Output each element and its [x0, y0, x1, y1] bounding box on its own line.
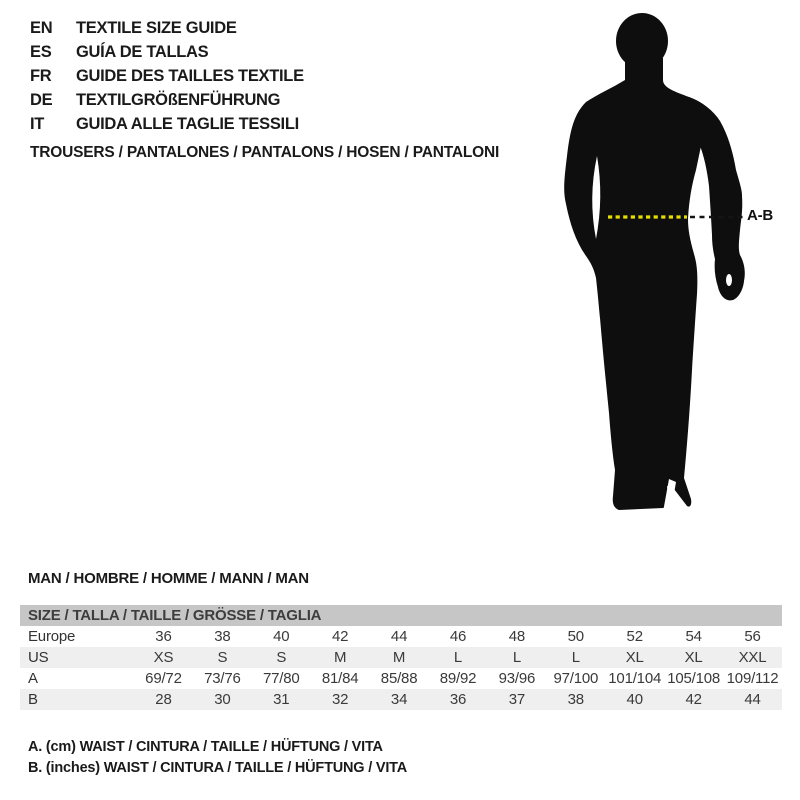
table-cell: 50: [567, 628, 584, 645]
table-cell: XL: [684, 649, 703, 666]
language-label: GUÍA DE TALLAS: [76, 43, 209, 61]
table-cell: M: [334, 649, 347, 666]
language-row-es: [30, 40, 304, 64]
size-table: [20, 605, 782, 710]
table-cell: 89/92: [439, 670, 477, 687]
table-cell: 93/96: [498, 670, 536, 687]
language-label: TEXTILGRÖßENFÜHRUNG: [76, 91, 281, 109]
table-row-a-cm: [20, 668, 782, 689]
table-cell: 56: [744, 628, 761, 645]
table-row-b-inches: [20, 689, 782, 710]
table-cell: L: [453, 649, 463, 666]
language-row-it: [30, 112, 304, 136]
row-label: Europe: [28, 628, 76, 645]
table-cell: 81/84: [321, 670, 359, 687]
table-cell: 44: [390, 628, 408, 645]
row-label: B: [28, 691, 38, 708]
language-row-en: [30, 16, 304, 40]
table-cell: 32: [332, 691, 349, 708]
waist-measure-label: A-B: [747, 207, 774, 224]
table-cell: 36: [155, 628, 172, 645]
table-cell: 101/104: [608, 670, 662, 687]
table-cell: 85/88: [380, 670, 418, 687]
table-cell: 36: [449, 691, 467, 708]
size-table-header: SIZE / TALLA / TAILLE / GRÖSSE / TAGLIA: [20, 605, 782, 626]
table-row-europe: [20, 626, 782, 647]
table-cell: 46: [449, 628, 467, 645]
table-cell: XL: [625, 649, 644, 666]
table-cell: 105/108: [667, 670, 721, 687]
table-row-us: [20, 647, 782, 668]
table-cell: 40: [626, 691, 643, 708]
language-label: GUIDA ALLE TAGLIE TESSILI: [76, 115, 299, 133]
language-code: ES: [30, 43, 52, 61]
table-cell: 48: [508, 628, 526, 645]
table-cell: XS: [153, 649, 174, 666]
table-cell: 40: [273, 628, 290, 645]
table-cell: 38: [567, 691, 584, 708]
table-cell: 30: [214, 691, 231, 708]
language-label: GUIDE DES TAILLES TEXTILE: [76, 67, 304, 85]
table-cell: 109/112: [726, 670, 779, 687]
language-code: IT: [30, 115, 45, 133]
footnote-a: A. (cm) WAIST / CINTURA / TAILLE / HÜFTUNG / VITA: [28, 739, 383, 755]
table-cell: 28: [155, 691, 172, 708]
language-code: EN: [30, 19, 53, 37]
table-cell: 44: [744, 691, 761, 708]
table-cell: S: [276, 649, 287, 666]
language-code: DE: [30, 91, 53, 109]
table-cell: S: [217, 649, 228, 666]
language-label: TEXTILE SIZE GUIDE: [76, 19, 237, 37]
table-cell: L: [571, 649, 580, 666]
language-code: FR: [30, 67, 52, 85]
row-label: A: [28, 670, 38, 687]
table-cell: XXL: [738, 649, 767, 666]
table-cell: 73/76: [204, 670, 241, 687]
figure-area: [550, 8, 760, 523]
table-cell: 31: [273, 691, 290, 708]
table-cell: 54: [685, 628, 702, 645]
category-title: TROUSERS / PANTALONES / PANTALONS / HOSEN / PANTALONI: [30, 144, 500, 161]
table-cell: 42: [332, 628, 349, 645]
table-cell: 42: [685, 691, 702, 708]
silhouette-right-arm: [689, 97, 745, 300]
silhouette-thumb-gap: [726, 274, 732, 286]
language-row-de: [30, 88, 304, 112]
section-title: MAN / HOMBRE / HOMME / MANN / MAN: [28, 570, 309, 587]
footnote-b: B. (inches) WAIST / CINTURA / TAILLE / HÜFTUNG / VITA: [28, 760, 408, 776]
table-cell: 34: [390, 691, 408, 708]
silhouette-body: [564, 58, 714, 510]
language-list: [30, 16, 304, 136]
table-cell: 37: [508, 691, 526, 708]
table-cell: 52: [626, 628, 643, 645]
row-label: US: [28, 649, 49, 666]
table-cell: 38: [214, 628, 231, 645]
table-cell: 77/80: [262, 670, 300, 687]
table-cell: L: [512, 649, 521, 666]
language-row-fr: [30, 64, 304, 88]
man-silhouette-figure: [550, 8, 760, 523]
table-cell: 69/72: [145, 670, 182, 687]
table-cell: M: [392, 649, 406, 666]
table-cell: 97/100: [553, 670, 599, 687]
